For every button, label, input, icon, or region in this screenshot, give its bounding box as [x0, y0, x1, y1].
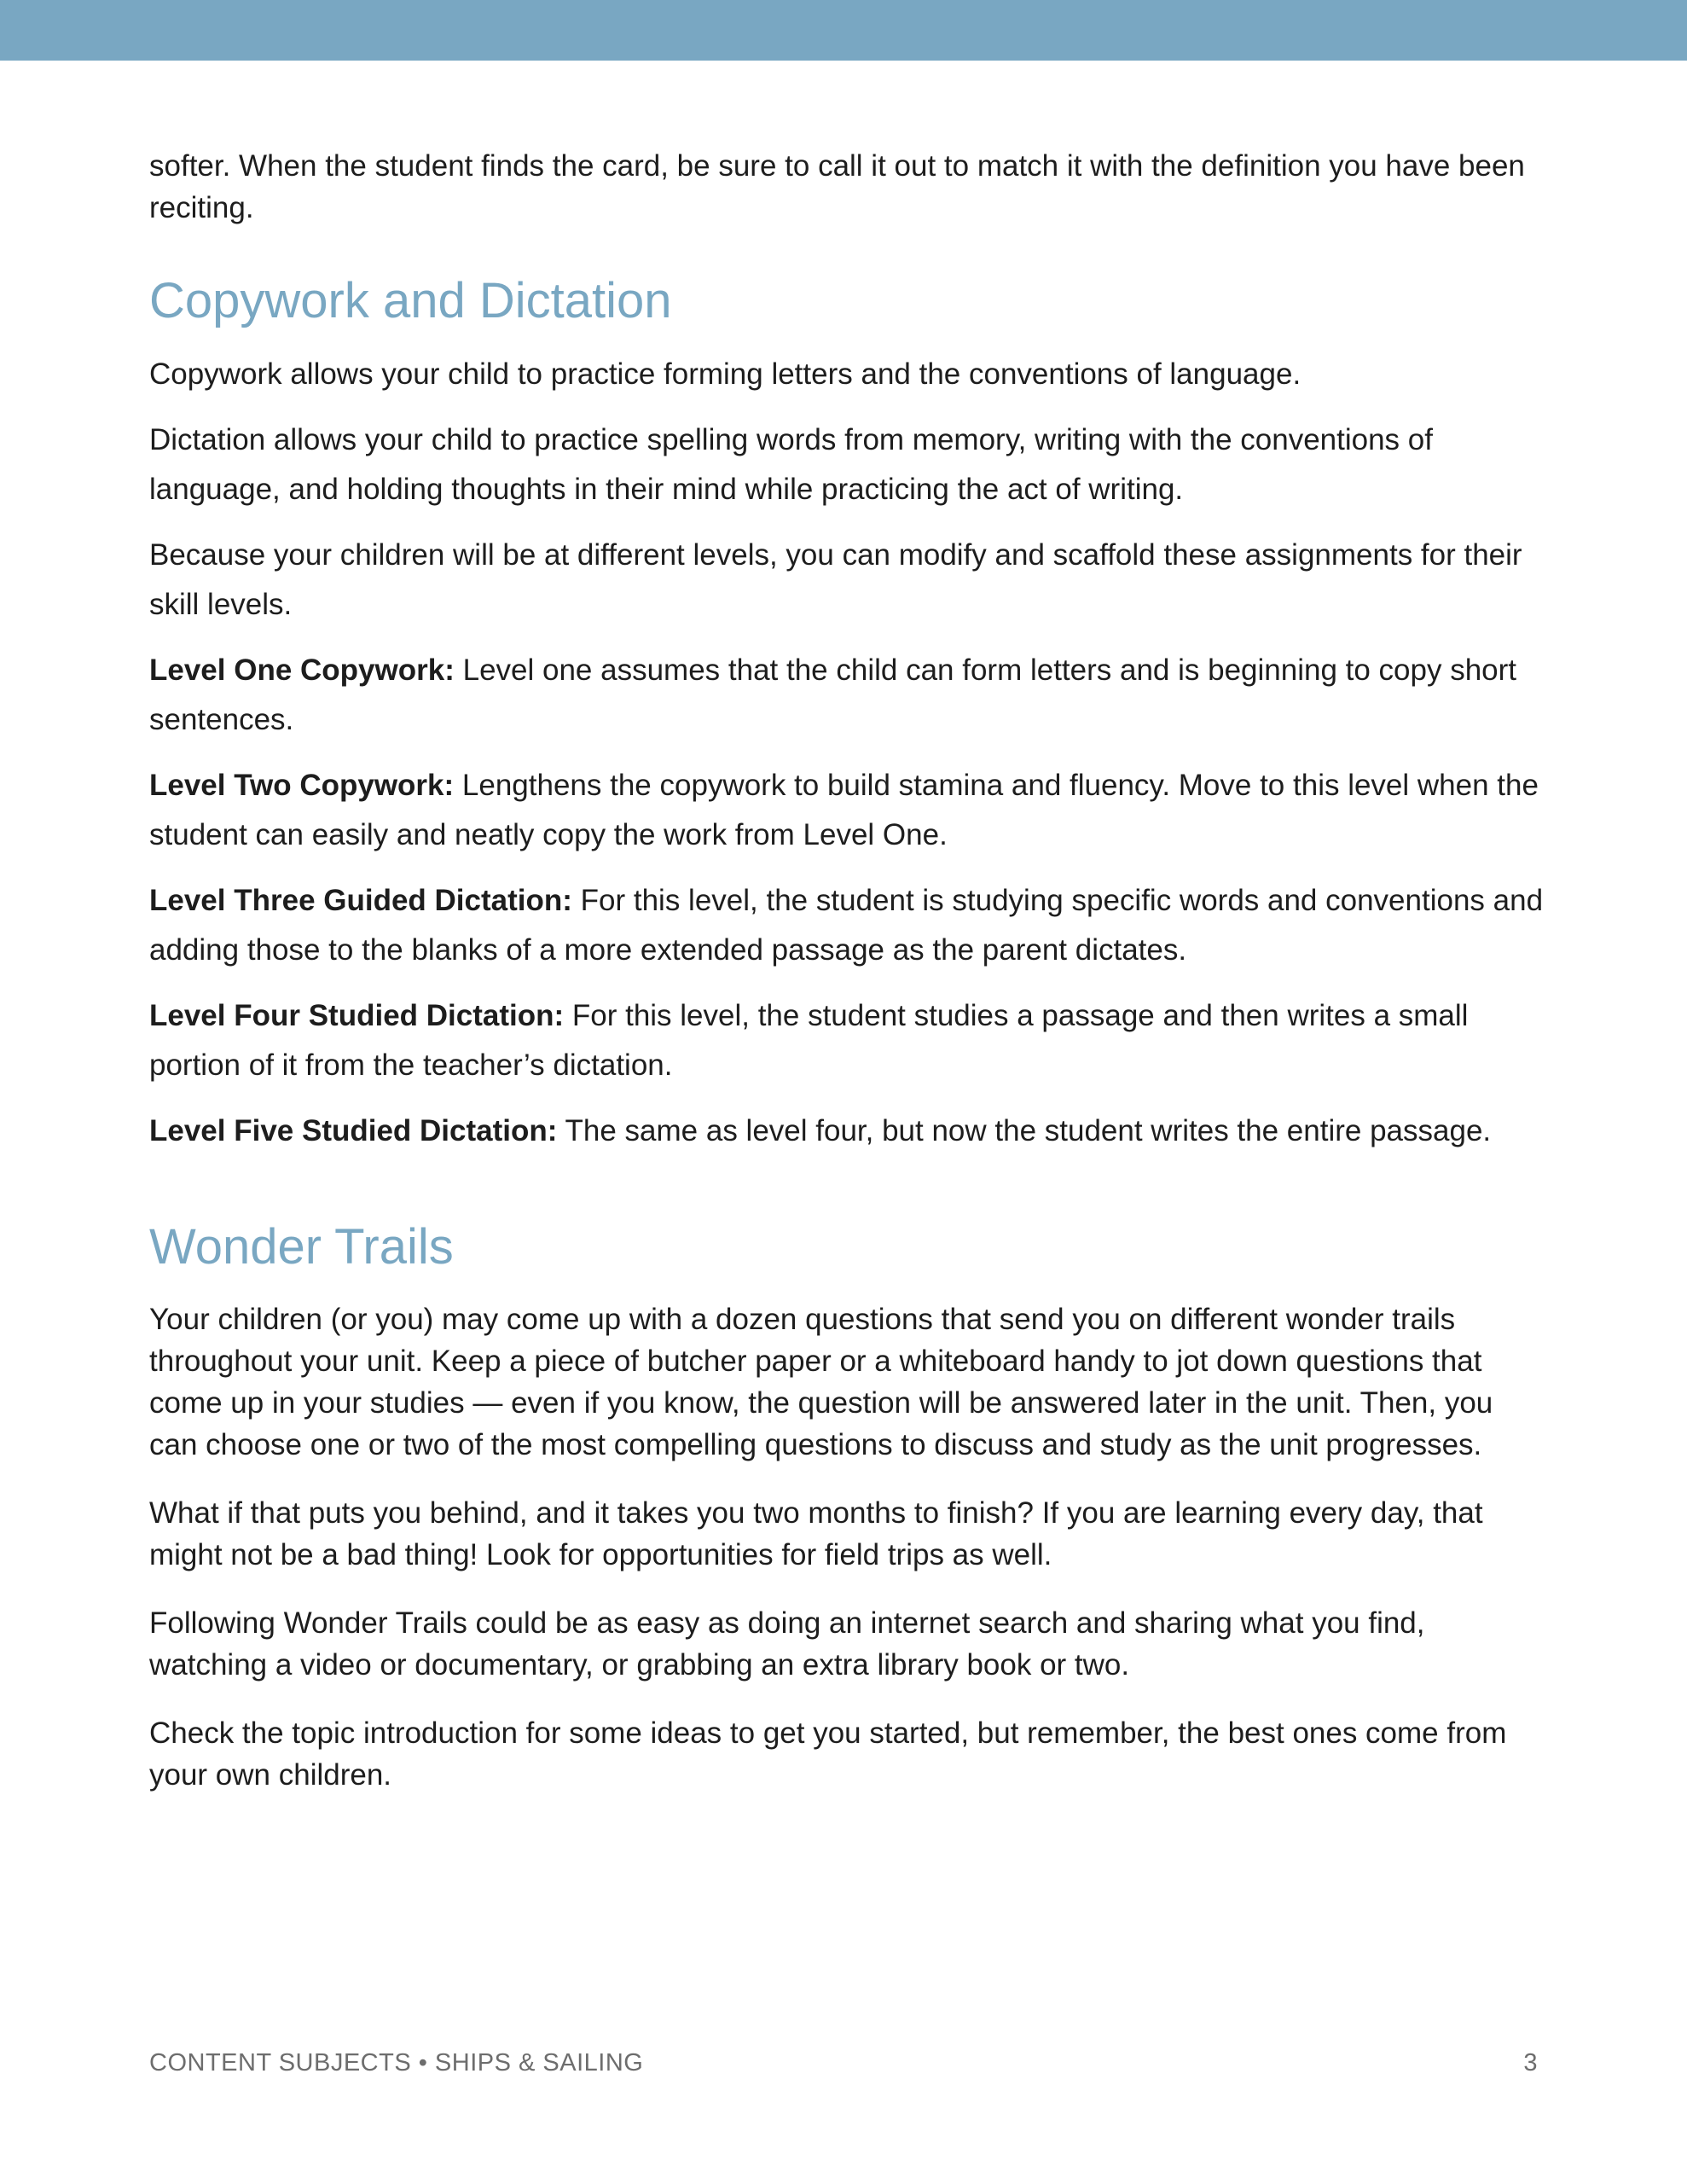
- level-five-paragraph: [149, 1107, 1548, 1156]
- level-two-paragraph: [149, 761, 1548, 860]
- level-five-text: The same as level four, but now the student writes the entire passage.: [557, 1114, 1492, 1147]
- level-four-label: Level Four Studied Dictation:: [149, 999, 565, 1032]
- copywork-paragraph-1: Copywork allows your child to practice forming letters and the conventions of language.: [149, 357, 1301, 391]
- level-one-paragraph: [149, 646, 1548, 745]
- wonder-paragraph-2: What if that puts you behind, and it takes you two months to finish? If you are learning every day, that might not be a bad thing! Look for opportunities for field trips as well.: [149, 1496, 1483, 1571]
- wonder-paragraph-3: Following Wonder Trails could be as easy as doing an internet search and sharing what you find, watching a video or documentary, or grabbing an extra library book or two.: [149, 1606, 1425, 1682]
- intro-paragraph: softer. When the student finds the card, be sure to call it out to match it with the definition you have been reciting.: [149, 149, 1525, 224]
- level-one-label: Level One Copywork:: [149, 653, 455, 687]
- copywork-paragraph-3: Because your children will be at different levels, you can modify and scaffold these assignments for their skill levels.: [149, 538, 1522, 621]
- page-content: [149, 145, 1548, 1796]
- copywork-heading: Copywork and Dictation: [149, 273, 672, 328]
- page-number: 3: [1523, 2049, 1538, 2077]
- level-four-text: For this level, the student studies a passage and then writes a small portion of it from the teacher’s dictation.: [149, 999, 1469, 1082]
- copywork-paragraph-2: Dictation allows your child to practice spelling words from memory, writing with the conventions of language, and holding thoughts in their mind while practicing the act of writing.: [149, 423, 1433, 506]
- wonder-paragraph-4: Check the topic introduction for some ideas to get you started, but remember, the best ones come from your own children.: [149, 1716, 1507, 1792]
- wonder-trails-heading: Wonder Trails: [149, 1219, 454, 1275]
- level-three-text: For this level, the student is studying specific words and conventions and adding those to the blanks of a more extended passage as the parent dictates.: [149, 884, 1544, 967]
- wonder-paragraph-1: Your children (or you) may come up with a dozen questions that send you on different wonder trails throughout your unit. Keep a piece of butcher paper or a whiteboard handy to jot down questions that come up in your studies — even if you know, the question will be answered later in the unit. Then, you can choose one or two of the most compelling questions to discuss and study as the unit progresses.: [149, 1303, 1493, 1461]
- level-three-paragraph: [149, 876, 1548, 975]
- level-five-label: Level Five Studied Dictation:: [149, 1114, 558, 1147]
- header-bar: [0, 0, 1687, 61]
- level-two-label: Level Two Copywork:: [149, 769, 455, 802]
- level-three-label: Level Three Guided Dictation:: [149, 884, 572, 917]
- level-one-text: Level one assumes that the child can form letters and is beginning to copy short sentences.: [149, 653, 1517, 736]
- level-two-text: Lengthens the copywork to build stamina and fluency. Move to this level when the student can easily and neatly copy the work from Level One.: [149, 769, 1539, 851]
- level-four-paragraph: [149, 991, 1548, 1090]
- footer-section-title: CONTENT SUBJECTS • SHIPS & SAILING: [149, 2049, 644, 2077]
